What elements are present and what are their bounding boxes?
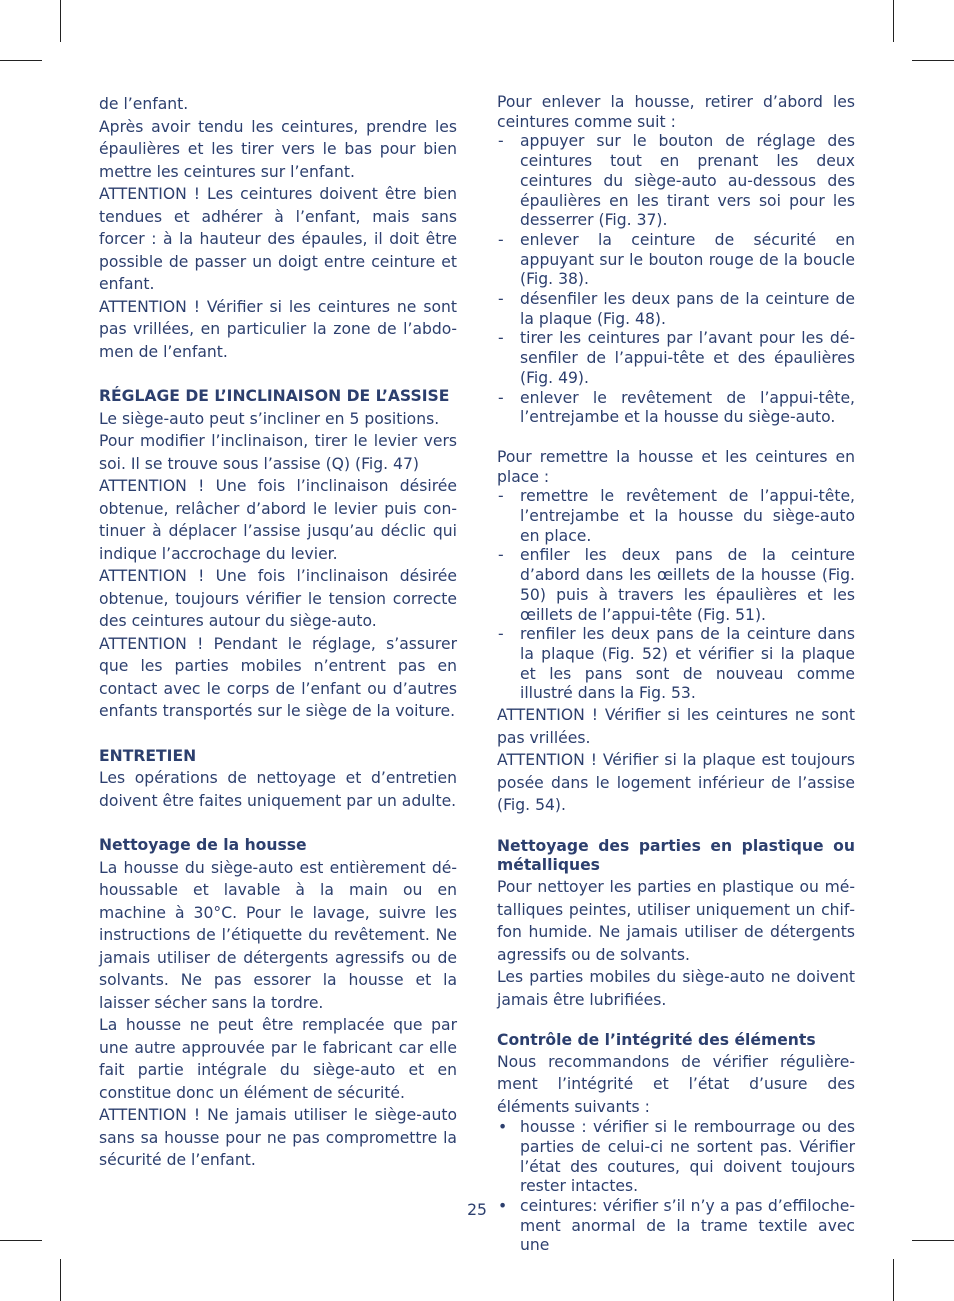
section-heading-recline: RÉGLAGE DE L’INCLINAISON DE L’ASSISE bbox=[99, 387, 450, 405]
left-column bbox=[99, 93, 457, 1172]
subsection-heading-integrity-check: Contrôle de l’intégrité des éléments bbox=[497, 1031, 816, 1049]
paragraph: Nous recommandons de vérifier régulièrement l’intégrité et l’état d’usure des éléments suivants : bbox=[497, 1052, 855, 1116]
paragraph: Pour modifier l’inclinaison, tirer le levier vers soi. Il se trouve sous l’assise (Q) (Fig. 47) bbox=[99, 432, 457, 473]
page-number: 25 bbox=[467, 1201, 487, 1219]
list-item: • ceintures: vérifier s’il n’y a pas d’effilochement anormal de la trame textile avec une bbox=[497, 1197, 855, 1256]
crop-mark bbox=[893, 1259, 894, 1301]
list-item: - enfiler les deux pans de la ceinture d’abord dans les œillets de la housse (Fig. 50) puis à travers les épaulières et les œillets de l’appui-tête (Fig. 51). bbox=[497, 546, 855, 625]
warning-paragraph: ATTENTION ! Vérifier si la plaque est toujours posée dans le logement inférieur de l’assise (Fig. 54). bbox=[497, 751, 855, 815]
integrity-items-list bbox=[497, 1118, 855, 1256]
paragraph: Le siège-auto peut s’incliner en 5 positions. bbox=[99, 409, 440, 428]
list-item: - désenfiler les deux pans de la ceinture de la plaque (Fig. 48). bbox=[497, 290, 855, 329]
section-heading-maintenance: ENTRETIEN bbox=[99, 746, 197, 765]
crop-mark bbox=[60, 0, 61, 42]
remove-steps-list bbox=[497, 132, 855, 428]
warning-paragraph: ATTENTION ! Vérifier si les ceintures ne sont pas vrillées, en particulier la zone de l’abdomen de l’enfant. bbox=[99, 297, 457, 361]
list-item: - enlever le revêtement de l’appui-tête, l’entrejambe et la housse du siège-auto. bbox=[497, 389, 855, 428]
paragraph: La housse du siège-auto est entièrement déhoussable et lavable à la main ou en machine à 30°C. Pour le lavage, suivre les instructions de l’étiquette du revêtement. Ne jamais utiliser de détergents agressifs ou de solvants. Ne pas essorer la housse et la laisser sécher sans la tordre. bbox=[99, 858, 457, 1012]
warning-paragraph: ATTENTION ! Ne jamais utiliser le siège-auto sans sa housse pour ne pas compromettre la sécurité de l’enfant. bbox=[99, 1106, 457, 1169]
crop-mark bbox=[912, 1240, 954, 1241]
subsection-heading-plastic-cleaning: Nettoyage des parties en plastique ou métalliques bbox=[497, 836, 855, 875]
list-item: - tirer les ceintures par l’avant pour les désenfiler de l’appui-tête et des épaulières (Fig. 49). bbox=[497, 329, 855, 388]
list-item: - enlever la ceinture de sécurité en appuyant sur le bouton rouge de la boucle (Fig. 38). bbox=[497, 231, 855, 290]
list-item: • housse : vérifier si le rembourrage ou des parties de celui-ci ne sortent pas. Vérifier l’état des coutures, qui doivent toujours rester intactes. bbox=[497, 1118, 855, 1197]
crop-mark bbox=[60, 1259, 61, 1301]
refit-steps-list bbox=[497, 487, 855, 704]
warning-paragraph: ATTENTION ! Les ceintures doivent être bien tendues et adhérer à l’enfant, mais sans forcer : à la hauteur des épaules, il doit être possible de passer un doigt entre ceinture et enfant. bbox=[99, 185, 457, 293]
crop-mark bbox=[0, 60, 42, 61]
subsection-heading-cover-cleaning: Nettoyage de la housse bbox=[99, 836, 307, 854]
paragraph: Pour enlever la housse, retirer d’abord les ceintures comme suit : bbox=[497, 93, 855, 131]
paragraph: Les opérations de nettoyage et d’entretien doivent être faites uniquement par un adulte. bbox=[99, 769, 457, 810]
warning-paragraph: ATTENTION ! Une fois l’inclinaison désirée obtenue, relâcher d’abord le levier puis continuer à déplacer l’assise jusqu’au déclic qui indique l’accrochage du levier. bbox=[99, 477, 457, 563]
list-item: - appuyer sur le bouton de réglage des ceintures tout en prenant les deux ceintures du siège-auto au-dessous des épaulières en les tirant vers soi pour les desserrer (Fig. 37). bbox=[497, 132, 855, 231]
paragraph: Après avoir tendu les ceintures, prendre les épaulières et les tirer vers le bas pour bien mettre les ceintures sur l’enfant. bbox=[99, 117, 457, 181]
paragraph: Les parties mobiles du siège-auto ne doivent jamais être lubrifiées. bbox=[497, 968, 855, 1009]
crop-mark bbox=[0, 1240, 42, 1241]
list-item: - remettre le revêtement de l’appui-tête, l’entrejambe et la housse du siège-auto en place. bbox=[497, 487, 855, 546]
paragraph: Pour remettre la housse et les ceintures en place : bbox=[497, 447, 855, 486]
paragraph: La housse ne peut être remplacée que par une autre approuvée par le fabricant car elle fait partie intégrale du siège-auto et en constitue donc un élément de sécurité. bbox=[99, 1016, 457, 1102]
paragraph: de l’enfant. bbox=[99, 95, 189, 113]
paragraph: Pour nettoyer les parties en plastique ou métalliques peintes, utiliser uniquement un chiffon humide. Ne jamais utiliser de détergents agressifs ou de solvants. bbox=[497, 878, 855, 964]
list-item: - renfiler les deux pans de la ceinture dans la plaque (Fig. 52) et vérifier si la plaque et les pans sont de nouveau comme illustré dans la Fig. 53. bbox=[497, 625, 855, 704]
crop-mark bbox=[912, 60, 954, 61]
warning-paragraph: ATTENTION ! Une fois l’inclinaison désirée obtenue, toujours vérifier le tension correcte des ceintures autour du siège-auto. bbox=[99, 567, 457, 630]
warning-paragraph: ATTENTION ! Pendant le réglage, s’assurer que les parties mobiles n’entrent pas en contact avec le corps de l’enfant ou d’autres enfants transportés sur le siège de la voiture. bbox=[99, 634, 457, 720]
right-column bbox=[497, 93, 855, 1256]
crop-mark bbox=[893, 0, 894, 42]
warning-paragraph: ATTENTION ! Vérifier si les ceintures ne sont pas vrillées. bbox=[497, 706, 855, 747]
